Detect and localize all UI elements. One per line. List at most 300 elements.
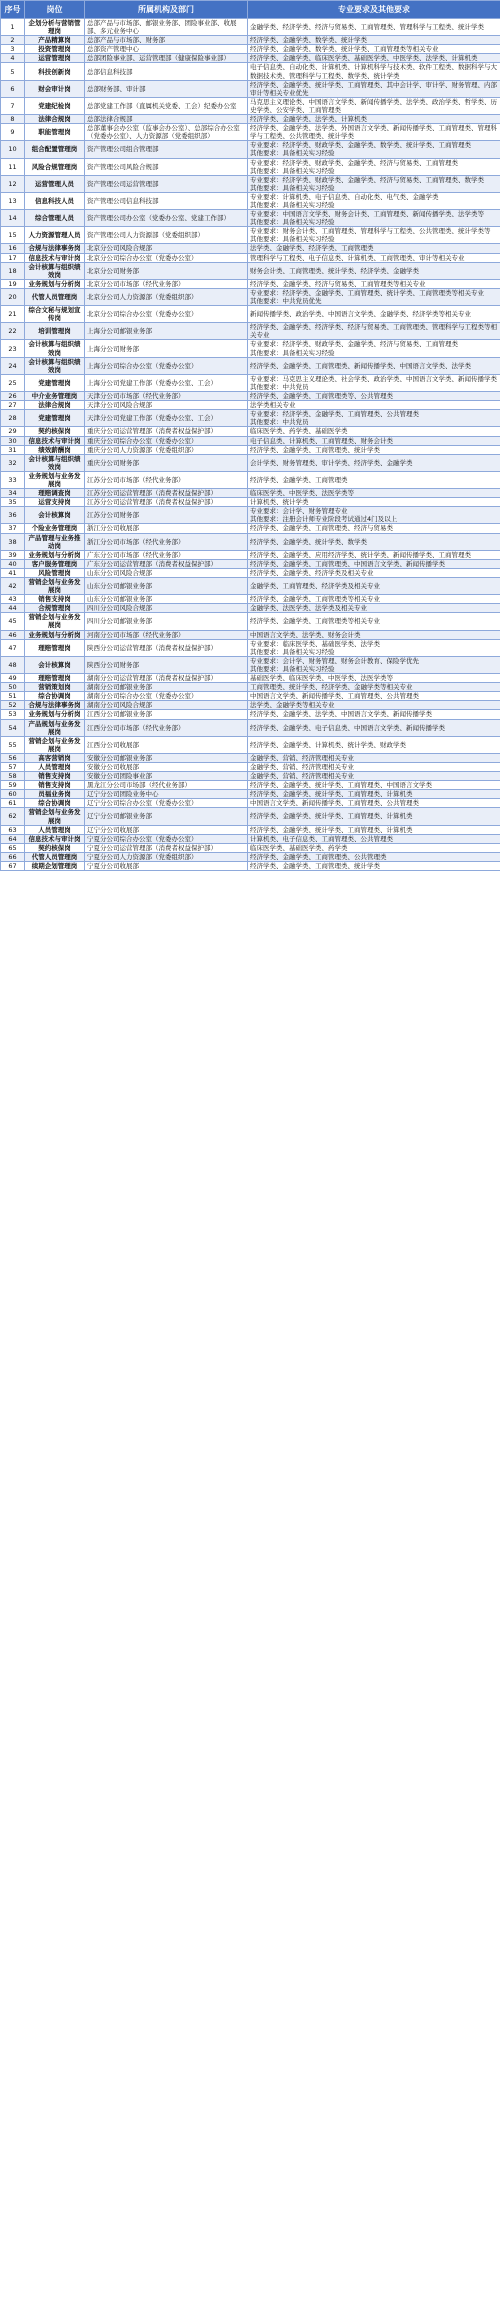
cell-no: 32 <box>1 454 25 471</box>
cell-requirements: 专业要求：临床医学类、基础医学类、法学类 其他要求：具备相关实习经验 <box>248 639 500 656</box>
cell-no: 1 <box>1 19 25 36</box>
cell-position: 理赔管理岗 <box>25 639 85 656</box>
cell-position: 中介业务管理岗 <box>25 392 85 401</box>
cell-requirements: 经济学类、金融学类、统计学类、工商管理类、计算机类 <box>248 790 500 799</box>
cell-department: 重庆分公司财务部 <box>85 454 248 471</box>
cell-no: 37 <box>1 524 25 533</box>
table-row <box>1 524 500 533</box>
cell-position: 会计核算与组织绩效岗 <box>25 340 85 357</box>
cell-department: 四川分公司风险合规部 <box>85 604 248 613</box>
cell-department: 湖南分公司邮银业务部 <box>85 683 248 692</box>
cell-position: 业务规划与分析岗 <box>25 630 85 639</box>
cell-no: 14 <box>1 210 25 227</box>
table-row <box>1 781 500 790</box>
cell-position: 运营管理岗 <box>25 54 85 63</box>
cell-requirements: 专业要求：经济学类、财政学类、金融学类、经济与贸易类、工商管理类、数学类 其他要求：具备相关实习经验 <box>248 175 500 192</box>
cell-department: 资产管理公司风险合规部 <box>85 158 248 175</box>
cell-no: 34 <box>1 489 25 498</box>
cell-no: 11 <box>1 158 25 175</box>
cell-no: 47 <box>1 639 25 656</box>
table-row <box>1 392 500 401</box>
table-row <box>1 374 500 391</box>
cell-no: 38 <box>1 533 25 550</box>
cell-department: 湖南分公司运营管理部（消费者权益保护部） <box>85 674 248 683</box>
cell-position: 信息技术与审计岗 <box>25 834 85 843</box>
cell-position: 财会审计岗 <box>25 80 85 97</box>
cell-position: 人员管理岗 <box>25 762 85 771</box>
cell-position: 企划分析与营销管理岗 <box>25 19 85 36</box>
cell-department: 辽宁分公司收展部 <box>85 825 248 834</box>
table-row <box>1 45 500 54</box>
cell-requirements: 经济学类、金融学类、工商管理类 <box>248 471 500 488</box>
cell-department: 河南分公司市场部（经代业务部） <box>85 630 248 639</box>
cell-position: 业务规划与业务发展岗 <box>25 471 85 488</box>
cell-no: 27 <box>1 401 25 410</box>
cell-position: 业务规划与分析岗 <box>25 279 85 288</box>
cell-department: 上海分公司邮银业务部 <box>85 323 248 340</box>
table-row <box>1 253 500 262</box>
cell-requirements: 计算机类、电子信息类、工商管理类、公共管理类 <box>248 834 500 843</box>
table-row <box>1 568 500 577</box>
cell-requirements: 会计学类、财务管理类、审计学类、经济学类、金融学类 <box>248 454 500 471</box>
table-row <box>1 639 500 656</box>
header-row <box>1 1 500 19</box>
cell-requirements: 中国语言文学类、新闻传播学类、工商管理类、公共管理类 <box>248 799 500 808</box>
cell-no: 52 <box>1 701 25 710</box>
cell-department: 黑龙江分公司市场部（经代业务部） <box>85 781 248 790</box>
table-row <box>1 454 500 471</box>
cell-position: 绩效薪酬岗 <box>25 445 85 454</box>
cell-no: 31 <box>1 445 25 454</box>
table-row <box>1 578 500 595</box>
cell-department: 北京分公司财务部 <box>85 262 248 279</box>
cell-no: 60 <box>1 790 25 799</box>
table-body <box>1 19 500 871</box>
cell-position: 营销企划与业务发展岗 <box>25 613 85 630</box>
table-row <box>1 674 500 683</box>
cell-no: 43 <box>1 595 25 604</box>
cell-department: 广东分公司运营管理部（消费者权益保护部） <box>85 559 248 568</box>
cell-requirements: 专业要求：经济学类、财政学类、金融学类、经济与贸易类、工商管理类 其他要求：具备相关实习经验 <box>248 340 500 357</box>
cell-department: 辽宁分公司邮银业务部 <box>85 808 248 825</box>
cell-position: 营销企划与业务发展岗 <box>25 736 85 753</box>
cell-no: 25 <box>1 374 25 391</box>
cell-department: 重庆分公司综合办公室（党委办公室） <box>85 436 248 445</box>
cell-position: 代管人员管理岗 <box>25 288 85 305</box>
table-row <box>1 790 500 799</box>
cell-requirements: 专业要求：经济学类、财政学类、金融学类、经济与贸易类、工商管理类 其他要求：具备相关实习经验 <box>248 158 500 175</box>
cell-no: 16 <box>1 244 25 253</box>
cell-requirements: 电子信息类、自动化类、计算机类、计算机科学与技术类、软件工程类、数据科学与大数据技术类、管理科学与工程类、数学类、统计学类 <box>248 63 500 80</box>
cell-department: 资产管理公司办公室（党委办公室、党建工作部） <box>85 210 248 227</box>
cell-department: 北京分公司人力资源部（党委组织部） <box>85 288 248 305</box>
cell-requirements: 法学类相关专业 <box>248 401 500 410</box>
table-row <box>1 550 500 559</box>
cell-department: 四川分公司邮银业务部 <box>85 613 248 630</box>
table-row <box>1 19 500 36</box>
table-row <box>1 279 500 288</box>
cell-position: 人力资源管理人员 <box>25 227 85 244</box>
cell-requirements: 专业要求：计算机类、电子信息类、自动化类、电气类、金融学类 其他要求：具备相关实习经验 <box>248 192 500 209</box>
table-row <box>1 410 500 427</box>
cell-requirements: 专业要求：会计学、财务管理专业 其他要求：注册会计师专业阶段考试通过4门及以上 <box>248 507 500 524</box>
cell-department: 江西分公司收展部 <box>85 736 248 753</box>
cell-requirements: 经济学类、金融学类、统计学类、工商管理类、中国语言文学类 <box>248 781 500 790</box>
cell-department: 重庆分公司人力资源部（党委组织部） <box>85 445 248 454</box>
cell-requirements: 金融学类、营销、经济管理相关专业 <box>248 772 500 781</box>
table-row <box>1 306 500 323</box>
table-row <box>1 683 500 692</box>
cell-position: 续期企划管理岗 <box>25 862 85 871</box>
cell-position: 合规管理岗 <box>25 604 85 613</box>
cell-department: 浙江分公司收展部 <box>85 524 248 533</box>
cell-position: 培训管理岗 <box>25 323 85 340</box>
table-row <box>1 533 500 550</box>
table-row <box>1 63 500 80</box>
cell-department: 重庆分公司运营管理部（消费者权益保护部） <box>85 427 248 436</box>
cell-position: 契约核保岗 <box>25 427 85 436</box>
cell-position: 信息技术与审计岗 <box>25 436 85 445</box>
table-row <box>1 613 500 630</box>
cell-department: 安徽分公司团险事业部 <box>85 772 248 781</box>
cell-requirements: 经济学类、金融学类、临床医学类、基础医学类、中医学类、法学类、计算机类 <box>248 54 500 63</box>
cell-requirements: 马克思主义理论类、中国语言文学类、新闻传播学类、法学类、政治学类、哲学类、历史学类、公安学类、工商管理类 <box>248 97 500 114</box>
cell-department: 陕西分公司运营管理部（消费者权益保护部） <box>85 639 248 656</box>
table-row <box>1 262 500 279</box>
cell-department: 天津分公司风险合规部 <box>85 401 248 410</box>
cell-department: 北京分公司风险合规部 <box>85 244 248 253</box>
cell-department: 北京分公司综合办公室（党委办公室） <box>85 253 248 262</box>
cell-requirements: 经济学类、金融学类、工商管理类等相关专业 <box>248 595 500 604</box>
cell-position: 会计核算岗 <box>25 656 85 673</box>
cell-department: 宁夏分公司运营管理部（消费者权益保护部） <box>85 843 248 852</box>
cell-position: 合规与法律事务岗 <box>25 244 85 253</box>
cell-requirements: 专业要求：马克思主义理论类、社会学类、政治学类、中国语言文学类、新闻传播学类 其他要求：中共党员 <box>248 374 500 391</box>
cell-no: 28 <box>1 410 25 427</box>
table-row <box>1 604 500 613</box>
cell-no: 36 <box>1 507 25 524</box>
cell-requirements: 金融学类、工商管理类、经济学类及相关专业 <box>248 578 500 595</box>
cell-department: 江苏分公司运营管理部（消费者权益保护部） <box>85 498 248 507</box>
cell-department: 湖南分公司综合办公室（党委办公室） <box>85 692 248 701</box>
cell-no: 7 <box>1 97 25 114</box>
cell-department: 山东分公司邮银业务部 <box>85 578 248 595</box>
cell-no: 67 <box>1 862 25 871</box>
cell-position: 组合配置管理岗 <box>25 141 85 158</box>
cell-department: 湖南分公司风险合规部 <box>85 701 248 710</box>
table-row <box>1 799 500 808</box>
cell-department: 总部财务部、审计部 <box>85 80 248 97</box>
cell-department: 宁夏分公司人力资源部（党委组织部） <box>85 852 248 861</box>
cell-position: 科技创新岗 <box>25 63 85 80</box>
table-row <box>1 595 500 604</box>
table-row <box>1 692 500 701</box>
cell-no: 57 <box>1 762 25 771</box>
cell-requirements: 经济学类、金融学类、工商管理类、统计学类 <box>248 862 500 871</box>
cell-department: 安徽分公司收展部 <box>85 762 248 771</box>
cell-requirements: 专业要求：经济学类、金融学类、工商管理类、统计学类、工商管理类等相关专业 其他要求：中共党员优先 <box>248 288 500 305</box>
cell-position: 党建管理岗 <box>25 410 85 427</box>
table-row <box>1 710 500 719</box>
cell-requirements: 经济学类、金融学类、工商管理类、统计学类 <box>248 445 500 454</box>
table-row <box>1 357 500 374</box>
cell-position: 员福业务岗 <box>25 790 85 799</box>
cell-no: 15 <box>1 227 25 244</box>
cell-position: 契约核保岗 <box>25 843 85 852</box>
cell-requirements: 中国语言文学类、法学类、财务会计类 <box>248 630 500 639</box>
table-row <box>1 175 500 192</box>
cell-requirements: 专业要求：经济学类、财政学类、金融学类、数学类、统计学类、工商管理类 其他要求：具备相关实习经验 <box>248 141 500 158</box>
cell-no: 2 <box>1 36 25 45</box>
cell-position: 会计核算与组织绩效岗 <box>25 357 85 374</box>
cell-requirements: 经济学类、金融学类、应用经济学类、统计学类、新闻传播学类、工商管理类 <box>248 550 500 559</box>
cell-position: 业务规划与分析岗 <box>25 550 85 559</box>
table-row <box>1 630 500 639</box>
cell-no: 21 <box>1 306 25 323</box>
cell-no: 40 <box>1 559 25 568</box>
table-row <box>1 498 500 507</box>
cell-no: 12 <box>1 175 25 192</box>
table-row <box>1 54 500 63</box>
cell-department: 总部党建工作部（直属机关党委、工会）纪委办公室 <box>85 97 248 114</box>
cell-department: 上海分公司党建工作部（党委办公室、工会） <box>85 374 248 391</box>
cell-department: 北京分公司市场部（经代业务部） <box>85 279 248 288</box>
cell-requirements: 经济学类、金融学类、统计学类、工商管理类、计算机类 <box>248 825 500 834</box>
cell-department: 资产管理公司运营管理部 <box>85 175 248 192</box>
table-row <box>1 158 500 175</box>
cell-requirements: 经济学类、金融学类、经济学类及相关专业 <box>248 568 500 577</box>
cell-position: 党建管理岗 <box>25 374 85 391</box>
cell-requirements: 财务会计类、工商管理类、统计学类、经济学类、金融学类 <box>248 262 500 279</box>
table-row <box>1 507 500 524</box>
cell-no: 48 <box>1 656 25 673</box>
table-row <box>1 852 500 861</box>
cell-requirements: 经济学类、金融学类、工商管理类等相关专业 <box>248 613 500 630</box>
cell-position: 运营支持岗 <box>25 498 85 507</box>
cell-no: 63 <box>1 825 25 834</box>
cell-no: 66 <box>1 852 25 861</box>
cell-department: 安徽分公司邮银业务部 <box>85 753 248 762</box>
cell-requirements: 临床医学类、药学类、基础医学类 <box>248 427 500 436</box>
cell-position: 投资管理岗 <box>25 45 85 54</box>
table-row <box>1 753 500 762</box>
cell-position: 会计核算与组织绩效岗 <box>25 262 85 279</box>
cell-position: 会计核算岗 <box>25 507 85 524</box>
cell-requirements: 经济学类、金融学类、计算机类、统计学类、财政学类 <box>248 736 500 753</box>
cell-position: 运营管理人员 <box>25 175 85 192</box>
cell-requirements: 经济学类、金融学类、法学类、计算机类 <box>248 115 500 124</box>
cell-requirements: 专业要求：会计学、财务管理、财务会计教育、保险学优先 其他要求：具备相关实习经验 <box>248 656 500 673</box>
cell-position: 会计核算与组织绩效岗 <box>25 454 85 471</box>
cell-position: 产品精算岗 <box>25 36 85 45</box>
cell-department: 总部资产管理中心 <box>85 45 248 54</box>
cell-department: 天津分公司市场部（经代业务部） <box>85 392 248 401</box>
cell-requirements: 专业要求：经济学类、金融学类、工商管理类、公共管理类 其他要求：中共党员 <box>248 410 500 427</box>
table-row <box>1 192 500 209</box>
cell-requirements: 专业要求：财务会计类、工商管理类、管理科学与工程类、公共管理类、统计学类等 其他要求：具备相关实习经验 <box>248 227 500 244</box>
table-row <box>1 401 500 410</box>
table-row <box>1 36 500 45</box>
cell-requirements: 金融学类、营销、经济管理相关专业 <box>248 762 500 771</box>
cell-department: 辽宁分公司综合办公室（党委办公室） <box>85 799 248 808</box>
cell-no: 10 <box>1 141 25 158</box>
cell-requirements: 经济学类、金融学类、工商管理类、中国语言文学类、新闻传播学类 <box>248 559 500 568</box>
cell-no: 59 <box>1 781 25 790</box>
table-row <box>1 323 500 340</box>
cell-requirements: 经济学类、金融学类、统计学类、数学类 <box>248 533 500 550</box>
table-row <box>1 115 500 124</box>
cell-position: 综合文秘与规划宣传岗 <box>25 306 85 323</box>
cell-requirements: 经济学类、金融学类、经济学类、经济与贸易类、工商管理类、管理科学与工程类等相关专业 <box>248 323 500 340</box>
cell-department: 资产管理公司人力资源部（党委组织部） <box>85 227 248 244</box>
cell-no: 42 <box>1 578 25 595</box>
cell-position: 高客营销岗 <box>25 753 85 762</box>
cell-position: 职能管理岗 <box>25 124 85 141</box>
cell-no: 39 <box>1 550 25 559</box>
cell-department: 总部法律合规部 <box>85 115 248 124</box>
table-row <box>1 471 500 488</box>
cell-no: 8 <box>1 115 25 124</box>
cell-no: 45 <box>1 613 25 630</box>
cell-no: 62 <box>1 808 25 825</box>
table-row <box>1 736 500 753</box>
cell-position: 代管人员管理岗 <box>25 852 85 861</box>
cell-position: 销售支持岗 <box>25 595 85 604</box>
cell-position: 综合协调岗 <box>25 799 85 808</box>
cell-department: 北京分公司综合办公室（党委办公室） <box>85 306 248 323</box>
cell-position: 人员管理岗 <box>25 825 85 834</box>
cell-position: 销售支持岗 <box>25 772 85 781</box>
cell-no: 3 <box>1 45 25 54</box>
cell-no: 18 <box>1 262 25 279</box>
cell-department: 江苏分公司运营管理部（消费者权益保护部） <box>85 489 248 498</box>
cell-department: 资产管理公司组合管理部 <box>85 141 248 158</box>
cell-position: 党建纪检岗 <box>25 97 85 114</box>
cell-position: 营销策划岗 <box>25 683 85 692</box>
cell-requirements: 经济学类、金融学类、数学类、统计学类 <box>248 36 500 45</box>
table-header <box>1 1 500 19</box>
table-row <box>1 124 500 141</box>
table-row <box>1 762 500 771</box>
cell-no: 58 <box>1 772 25 781</box>
cell-requirements: 经济学类、金融学类、法学类、中国语言文学类、新闻传播学类 <box>248 710 500 719</box>
cell-position: 客户服务管理岗 <box>25 559 85 568</box>
cell-department: 总部董事会办公室（监事会办公室）、总部综合办公室（党委办公室）、人力资源部（党委组织部） <box>85 124 248 141</box>
cell-no: 53 <box>1 710 25 719</box>
cell-requirements: 中国语言文学类、新闻传播学类、工商管理类、公共管理类 <box>248 692 500 701</box>
cell-position: 业务规划与分析岗 <box>25 710 85 719</box>
cell-requirements: 经济学类、金融学类、经济与贸易类、工商管理类等相关专业 <box>248 279 500 288</box>
table-row <box>1 210 500 227</box>
cell-department: 江西分公司市场部（经代业务部） <box>85 719 248 736</box>
cell-requirements: 经济学类、金融学类、工商管理类、公共管理类 <box>248 852 500 861</box>
cell-no: 9 <box>1 124 25 141</box>
cell-department: 总部团险事业部、运营管理部（健康保险事业部） <box>85 54 248 63</box>
cell-no: 22 <box>1 323 25 340</box>
cell-position: 信息科技人员 <box>25 192 85 209</box>
table-row <box>1 445 500 454</box>
cell-position: 信息技术与审计岗 <box>25 253 85 262</box>
cell-no: 33 <box>1 471 25 488</box>
cell-no: 29 <box>1 427 25 436</box>
cell-no: 23 <box>1 340 25 357</box>
cell-department: 江苏分公司市场部（经代业务部） <box>85 471 248 488</box>
cell-position: 个险业务管理岗 <box>25 524 85 533</box>
cell-department: 江苏分公司财务部 <box>85 507 248 524</box>
cell-no: 54 <box>1 719 25 736</box>
cell-requirements: 金融学类、法医学类、法学类及相关专业 <box>248 604 500 613</box>
cell-no: 50 <box>1 683 25 692</box>
cell-position: 法律合规岗 <box>25 401 85 410</box>
cell-no: 6 <box>1 80 25 97</box>
cell-position: 销售支持岗 <box>25 781 85 790</box>
cell-department: 宁夏分公司收展部 <box>85 862 248 871</box>
cell-department: 上海分公司财务部 <box>85 340 248 357</box>
header-no: 序号 <box>1 1 25 19</box>
cell-department: 宁夏分公司综合办公室（党委办公室） <box>85 834 248 843</box>
table-row <box>1 825 500 834</box>
table-row <box>1 436 500 445</box>
cell-position: 风险管理岗 <box>25 568 85 577</box>
table-row <box>1 427 500 436</box>
cell-no: 24 <box>1 357 25 374</box>
cell-department: 总部产品与市场部、邮银业务部、团险事业部、收展部、多元业务中心 <box>85 19 248 36</box>
cell-requirements: 经济学类、金融学类、数学类、统计学类、工商管理类等相关专业 <box>248 45 500 54</box>
recruitment-table <box>0 0 500 871</box>
cell-department: 总部产品与市场部、财务部 <box>85 36 248 45</box>
table-row <box>1 656 500 673</box>
header-requirements: 专业要求及其他要求 <box>248 1 500 19</box>
cell-position: 营销企划与业务发展岗 <box>25 578 85 595</box>
table-row <box>1 97 500 114</box>
cell-department: 江西分公司邮银业务部 <box>85 710 248 719</box>
cell-requirements: 经济学类、金融学类、统计学类、工商管理类、计算机类 <box>248 808 500 825</box>
cell-no: 5 <box>1 63 25 80</box>
cell-no: 13 <box>1 192 25 209</box>
table-row <box>1 719 500 736</box>
cell-requirements: 工商管理类、统计学类、经济学类、金融学类等相关专业 <box>248 683 500 692</box>
cell-department: 广东分公司市场部（经代业务部） <box>85 550 248 559</box>
table-row <box>1 772 500 781</box>
cell-position: 综合管理人员 <box>25 210 85 227</box>
cell-no: 49 <box>1 674 25 683</box>
cell-requirements: 经济学类、金融学类、工商管理类、经济与贸易类 <box>248 524 500 533</box>
cell-department: 浙江分公司市场部（经代业务部） <box>85 533 248 550</box>
cell-requirements: 金融学类、营销、经济管理相关专业 <box>248 753 500 762</box>
cell-requirements: 经济学类、金融学类、法学类、外国语言文学类、新闻传播学类、工商管理类、管理科学与工程类、公共管理类、统计学类 <box>248 124 500 141</box>
cell-requirements: 金融学类、经济学类、经济与贸易类、工商管理类、管理科学与工程类、统计学类 <box>248 19 500 36</box>
cell-department: 天津分公司党建工作部（党委办公室、工会） <box>85 410 248 427</box>
table-row <box>1 808 500 825</box>
cell-department: 资产管理公司信息科技部 <box>85 192 248 209</box>
cell-no: 26 <box>1 392 25 401</box>
cell-no: 30 <box>1 436 25 445</box>
cell-requirements: 经济学类、金融学类、统计学类、工商管理类、其中会计学、审计学、财务管理、内部审计等相关专业优先 <box>248 80 500 97</box>
cell-no: 17 <box>1 253 25 262</box>
cell-department: 山东分公司风险合规部 <box>85 568 248 577</box>
table-row <box>1 340 500 357</box>
cell-department: 上海分公司综合办公室（党委办公室） <box>85 357 248 374</box>
table-row <box>1 701 500 710</box>
cell-department: 山东分公司邮银业务部 <box>85 595 248 604</box>
cell-requirements: 基础医学类、临床医学类、中医学类、法医学类等 <box>248 674 500 683</box>
cell-no: 51 <box>1 692 25 701</box>
table-row <box>1 862 500 871</box>
cell-requirements: 计算机类、统计学类 <box>248 498 500 507</box>
table-row <box>1 227 500 244</box>
table-row <box>1 559 500 568</box>
cell-no: 55 <box>1 736 25 753</box>
